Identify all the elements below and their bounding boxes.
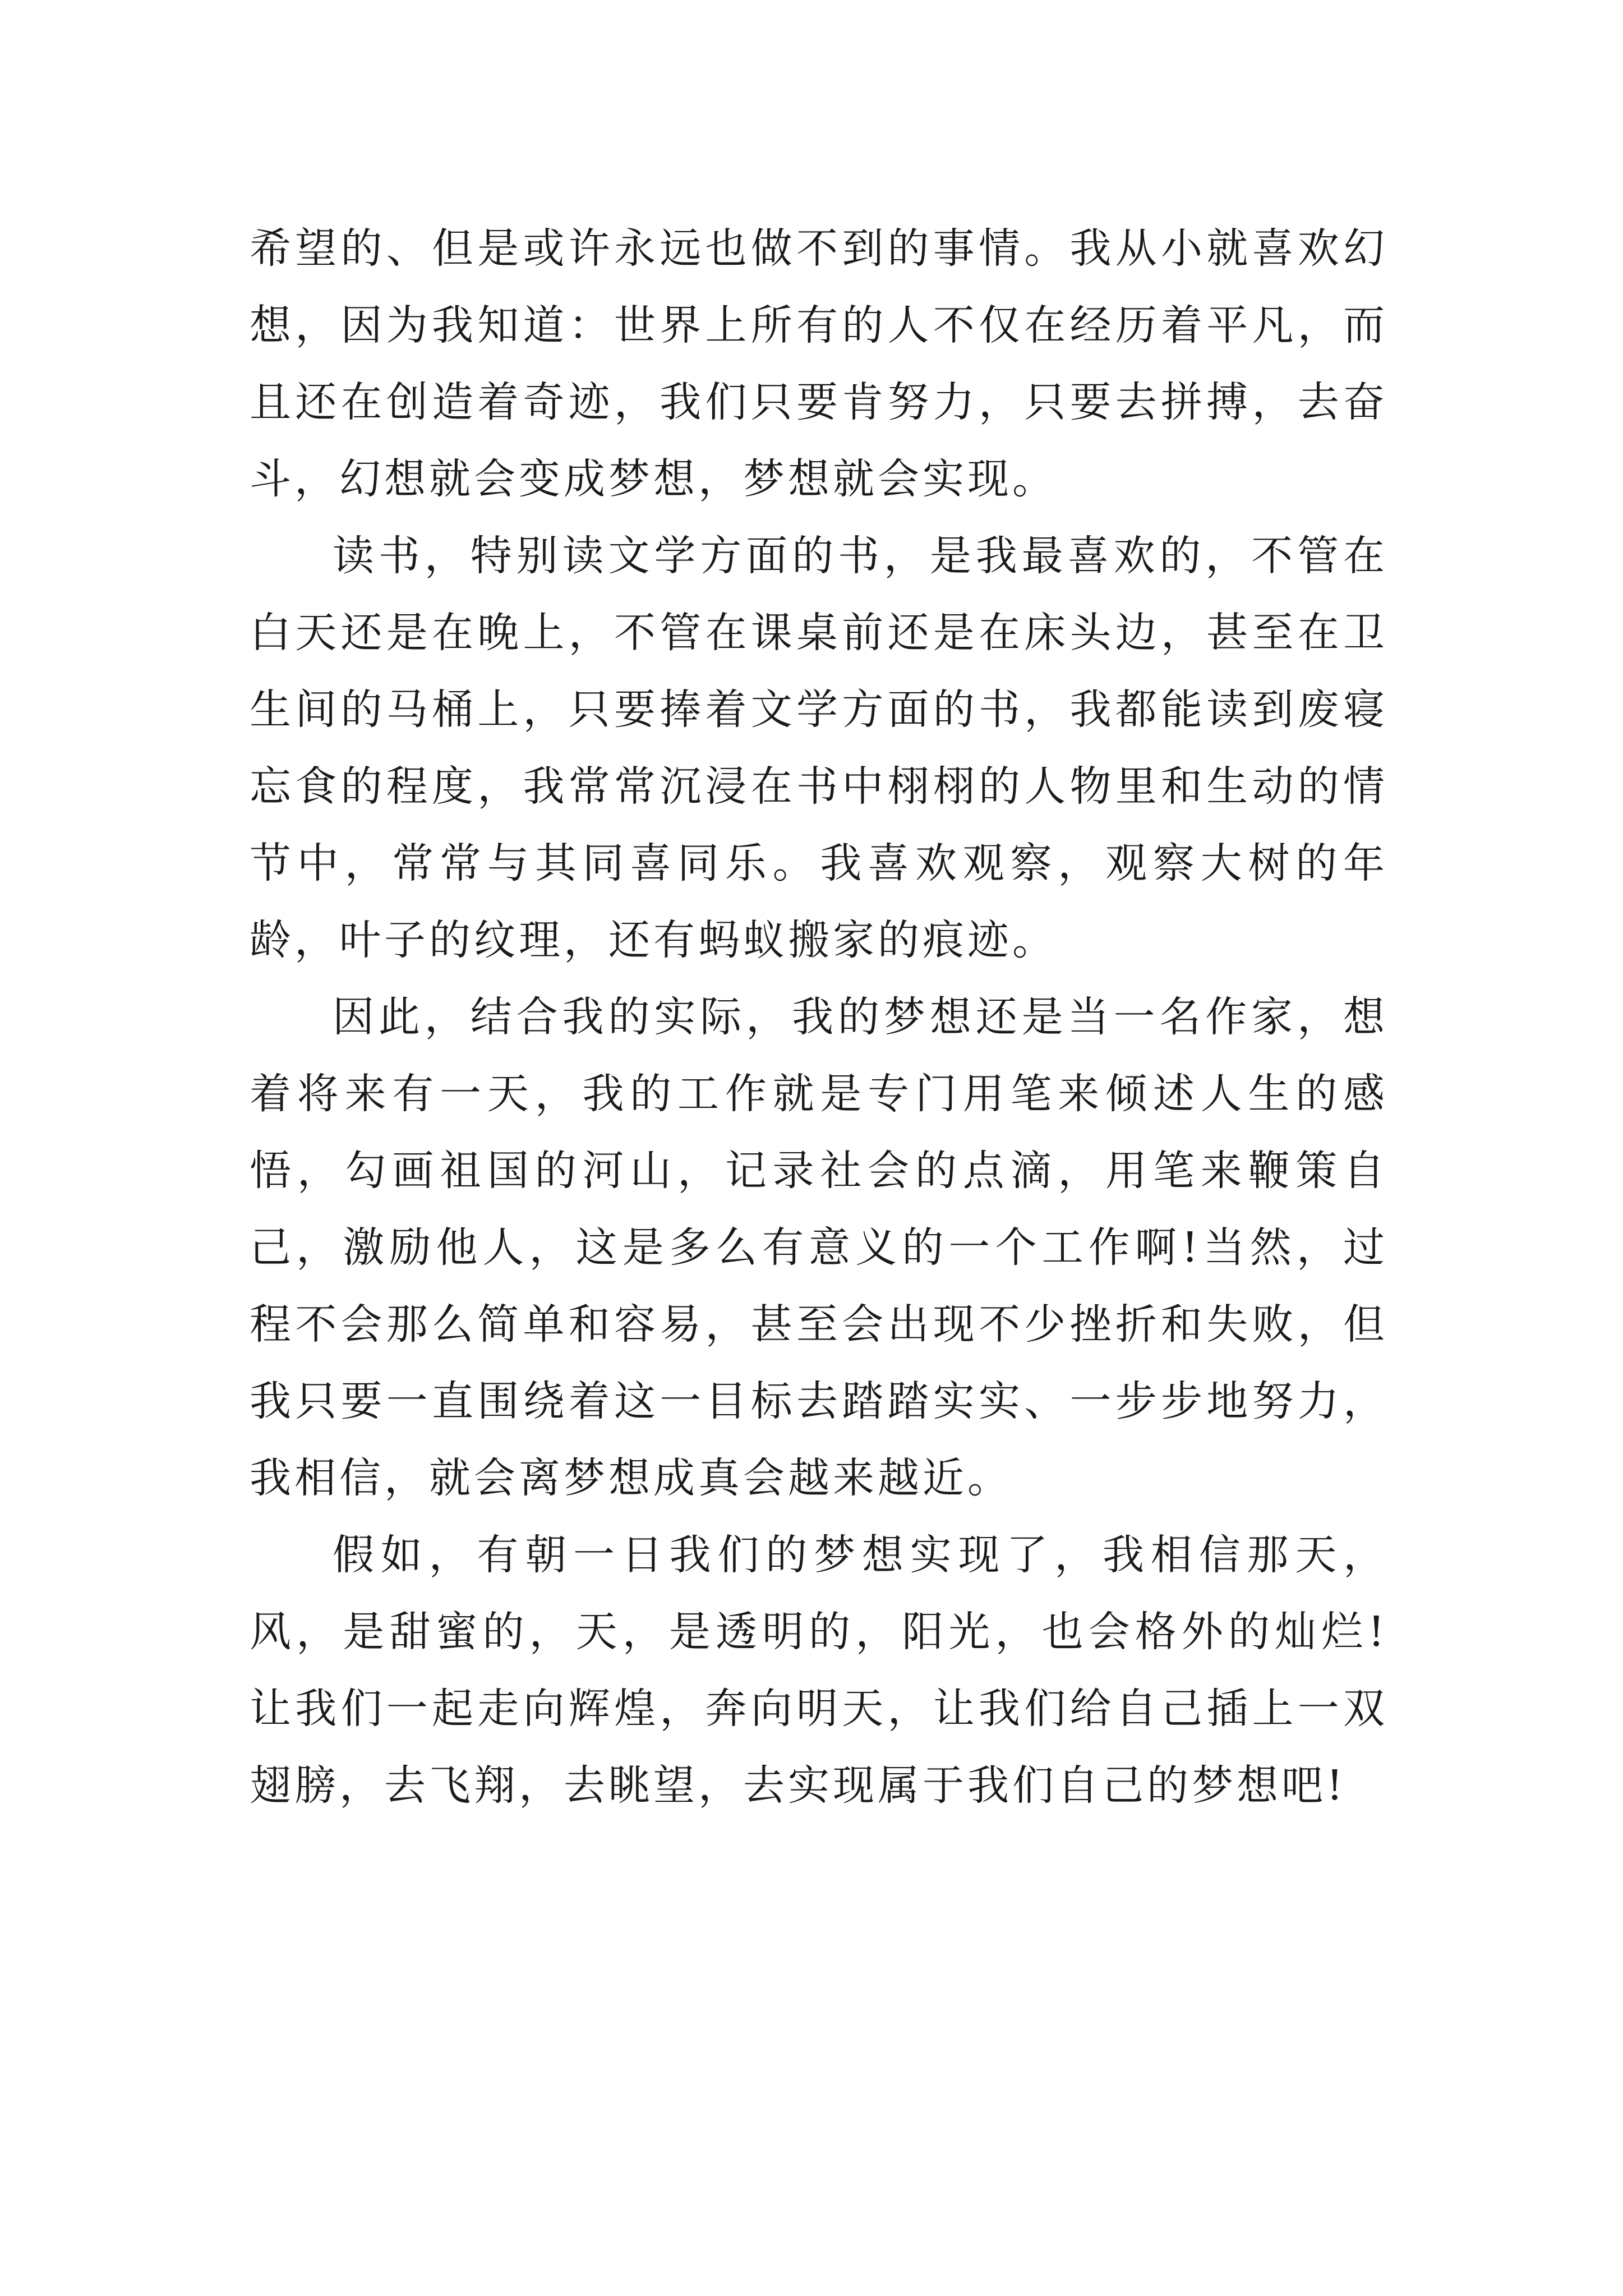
paragraph-1: 希望的、但是或许永远也做不到的事情。我从小就喜欢幻想，因为我知道：世界上所有的人不仅在经历着平凡，而且还在创造着奇迹，我们只要肯努力，只要去拼搏，去奋斗，幻想就会变成梦想，梦想就会实现。 bbox=[250, 224, 1388, 503]
paragraph-4: 假如，有朝一日我们的梦想实现了，我相信那天，风，是甜蜜的，天，是透明的，阳光，也会格外的灿烂!让我们一起走向辉煌，奔向明天，让我们给自己插上一双翅膀，去飞翔，去眺望，去实现属于我们自己的梦想吧! bbox=[250, 1531, 1388, 1810]
paragraph-2: 读书，特别读文学方面的书，是我最喜欢的，不管在白天还是在晚上，不管在课桌前还是在床头边，甚至在卫生间的马桶上，只要捧着文学方面的书，我都能读到废寝忘食的程度，我常常沉浸在书中栩栩的人物里和生动的情节中，常常与其同喜同乐。我喜欢观察，观察大树的年龄，叶子的纹理，还有蚂蚁搬家的痕迹。 bbox=[250, 532, 1388, 964]
document-body bbox=[250, 210, 1388, 1824]
paragraph-3: 因此，结合我的实际，我的梦想还是当一名作家，想着将来有一天，我的工作就是专门用笔来倾述人生的感悟，勾画祖国的河山，记录社会的点滴，用笔来鞭策自己，激励他人，这是多么有意义的一个工作啊!当然，过程不会那么简单和容易，甚至会出现不少挫折和失败，但我只要一直围绕着这一目标去踏踏实实、一步步地努力，我相信，就会离梦想成真会越来越近。 bbox=[250, 993, 1388, 1502]
